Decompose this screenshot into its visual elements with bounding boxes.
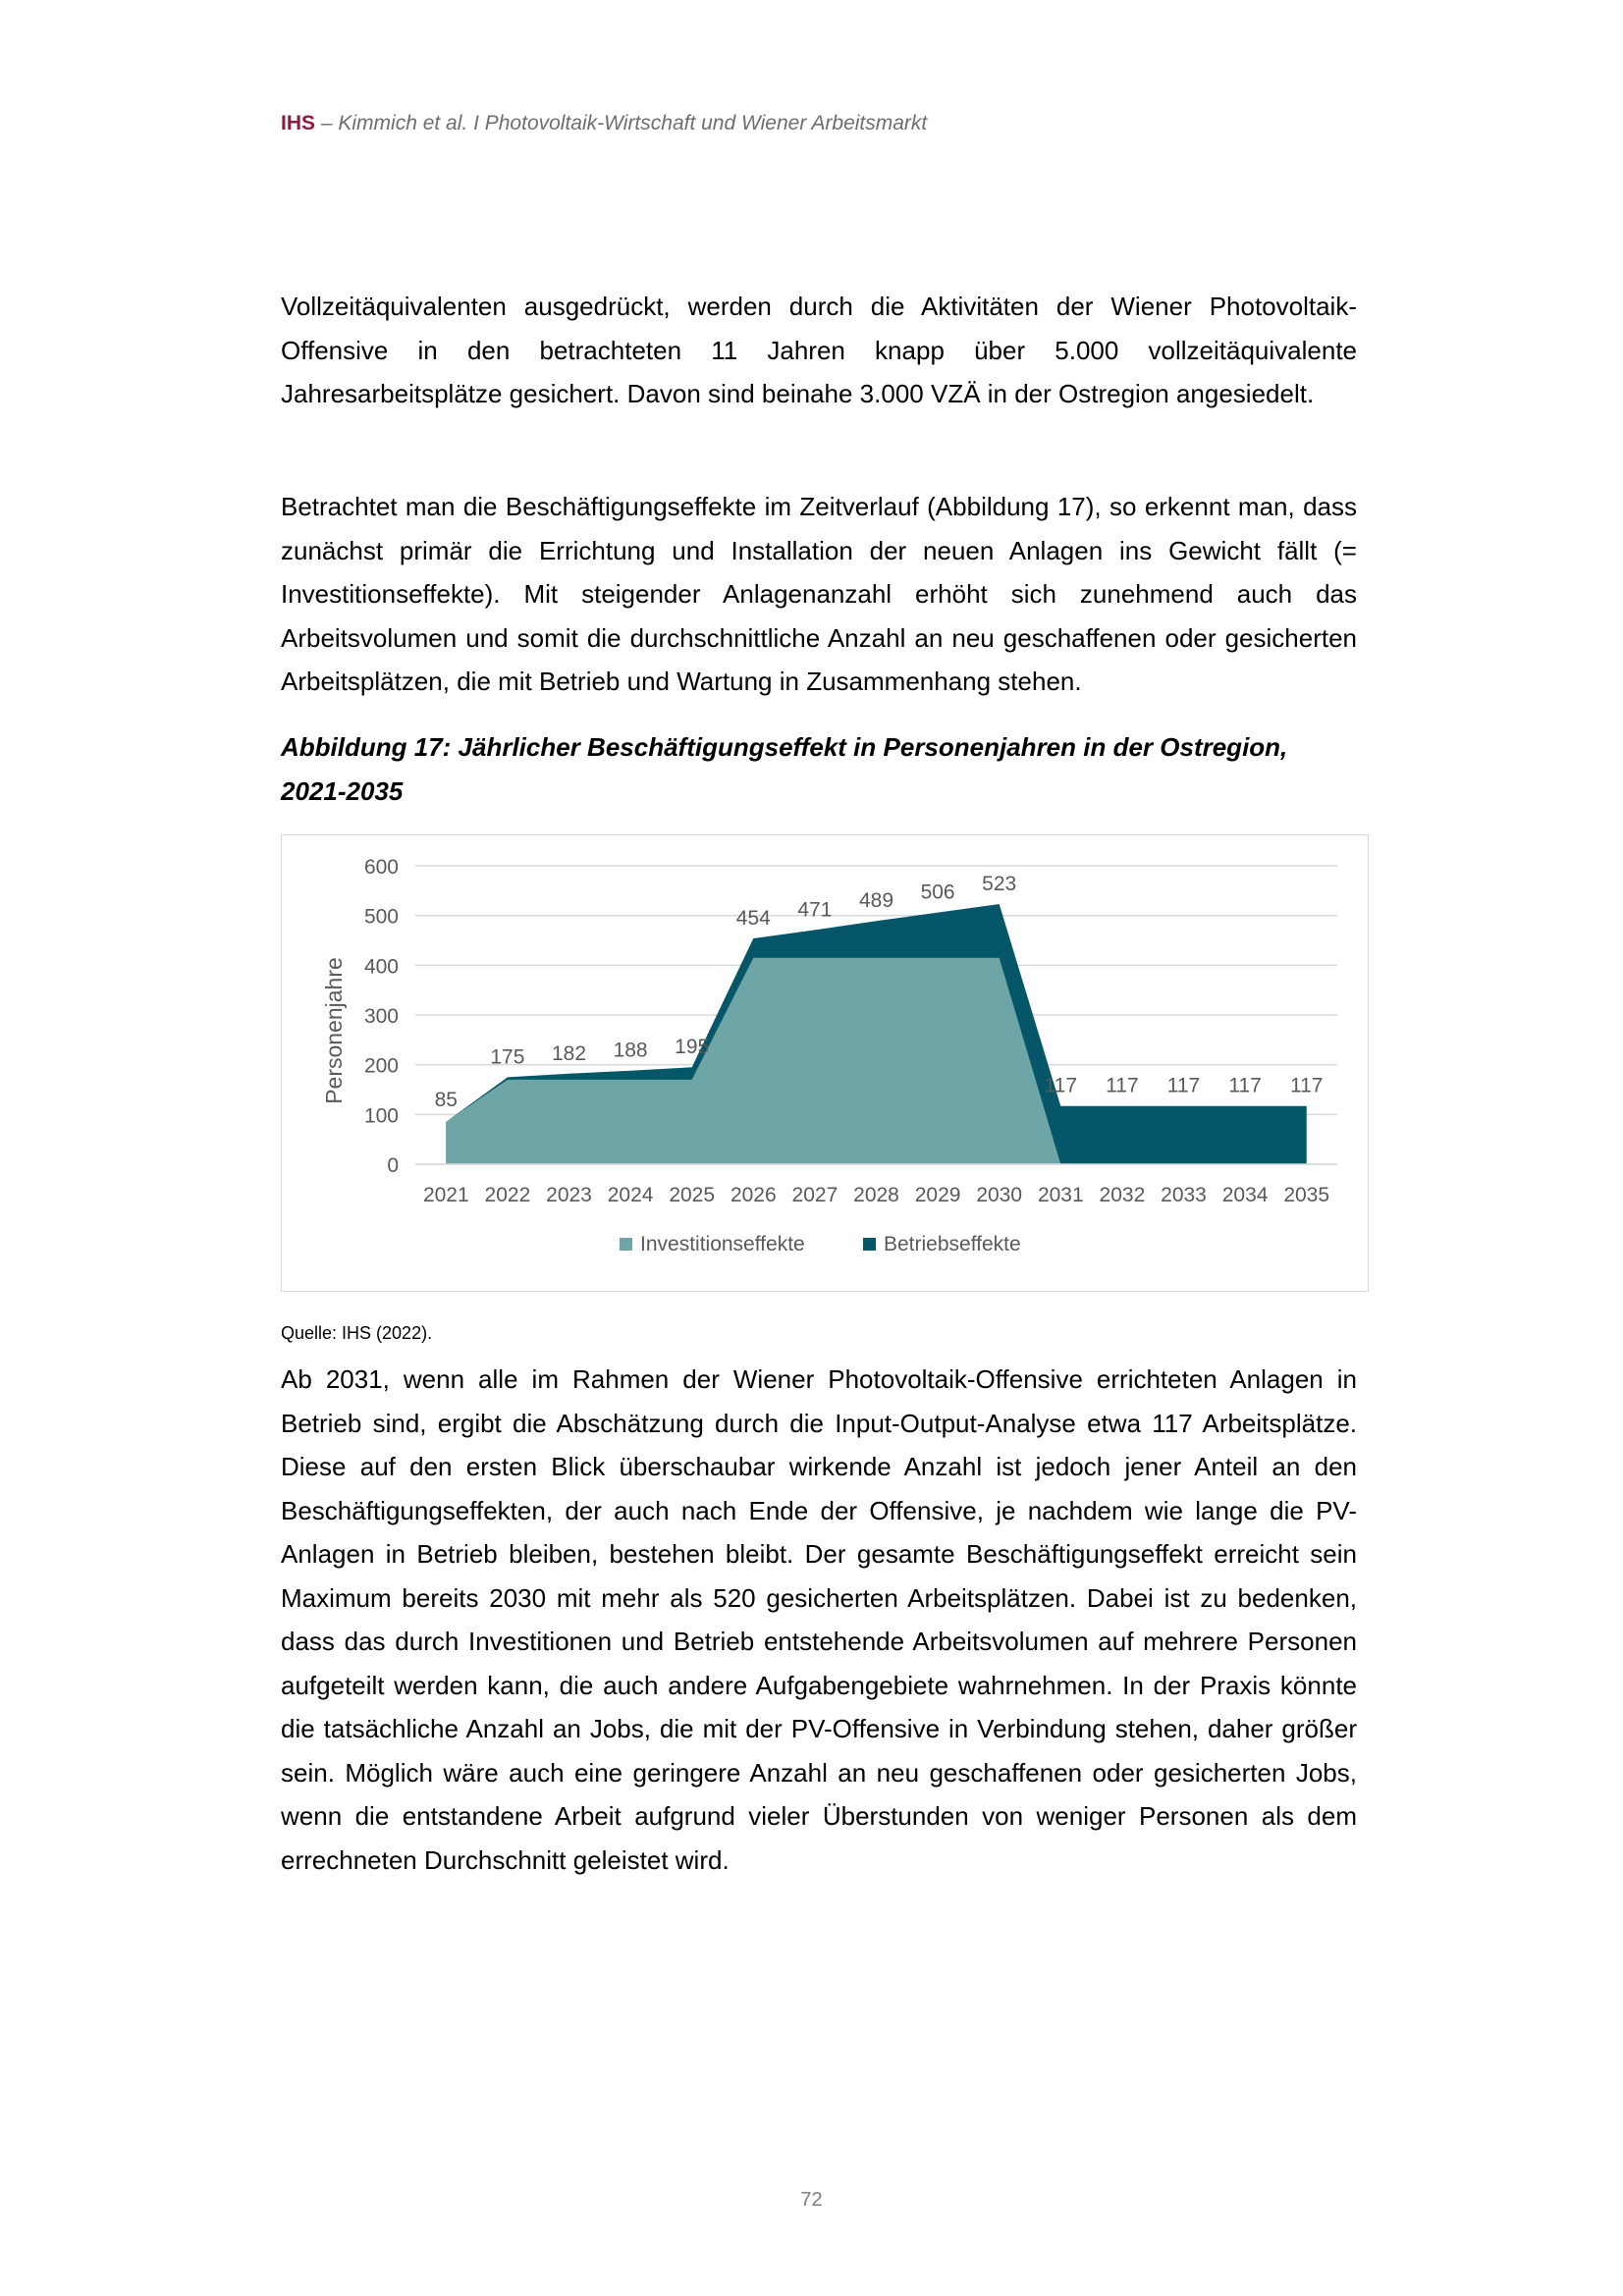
data-label-2026: 454 [735,906,771,930]
y-tick-label-0: 0 [387,1154,399,1177]
data-label-2022: 175 [490,1045,525,1069]
x-tick-label-2033: 2033 [1161,1184,1207,1206]
data-label-2032: 117 [1106,1074,1139,1097]
y-tick-label-100: 100 [363,1104,399,1128]
legend-label-investitionseffekte: Investitionseffekte [640,1233,805,1255]
page-number: 72 [800,2189,823,2211]
y-axis-title: Personenjahre [321,957,347,1104]
data-label-2030: 523 [982,873,1017,896]
y-tick-label-600: 600 [363,856,399,879]
x-tick-label-2031: 2031 [1037,1184,1084,1206]
x-tick-label-2030: 2030 [976,1184,1023,1206]
data-label-2034: 117 [1228,1074,1262,1097]
data-label-2021: 85 [434,1088,458,1111]
x-tick-label-2028: 2028 [853,1184,899,1206]
data-label-2031: 117 [1044,1074,1078,1097]
x-tick-label-2027: 2027 [791,1184,839,1206]
x-tick-label-2026: 2026 [730,1184,777,1206]
data-label-2035: 117 [1289,1074,1324,1097]
x-tick-label-2022: 2022 [484,1184,531,1206]
figure-caption: Abbildung 17: Jährlicher Beschäftigungseffekt in Personenjahren in der Ostregion, 2021-2035 [281,732,1288,806]
y-tick-label-200: 200 [363,1054,399,1078]
data-label-2027: 471 [797,898,833,922]
legend-swatch-investitionseffekte [620,1238,632,1251]
legend-label-betriebseffekte: Betriebseffekte [884,1233,1021,1255]
data-label-2033: 117 [1166,1074,1201,1097]
y-tick-label-300: 300 [363,1005,399,1028]
y-tick-label-500: 500 [363,905,399,929]
data-label-2028: 489 [858,889,894,913]
legend-swatch-betriebseffekte [863,1238,876,1251]
y-tick-label-400: 400 [363,955,399,979]
x-tick-label-2021: 2021 [422,1184,469,1206]
paragraph-1: Vollzeitäquivalenten ausgedrückt, werden durch die Aktivitäten der Wiener Photovoltaik-Offensive in den betrachteten 11 Jahren knapp über 5.000 vollzeitäquivalente Jahresarbeitsplätze gesichert. Davon sind beinahe 3.000 VZÄ in der Ostregion angesiedelt. [281,292,1357,408]
data-label-2024: 188 [613,1039,648,1062]
figure-source: Quelle: IHS (2022). [281,1323,433,1343]
x-tick-label-2024: 2024 [607,1184,654,1206]
header-dash: – [315,112,339,134]
x-tick-label-2023: 2023 [546,1184,592,1206]
data-label-2029: 506 [920,881,955,904]
paragraph-2: Betrachtet man die Beschäftigungseffekte im Zeitverlauf (Abbildung 17), so erkennt man, dass zunächst primär die Errichtung und Installation der neuen Anlagen ins Gewicht fällt (= Investitionseffekte). Mit steigender Anlagenanzahl erhöht sich zunehmend auch das Arbeitsvolumen und somit die durchschnittliche Anzahl an neu geschaffenen oder gesicherten Arbeitsplätzen, die mit Betrieb und Wartung in Zusammenhang stehen. [281,492,1357,696]
paragraph-3: Ab 2031, wenn alle im Rahmen der Wiener Photovoltaik-Offensive errichteten Anlagen in Betrieb sind, ergibt die Abschätzung durch die Input-Output-Analyse etwa 117 Arbeitsplätze. Diese auf den ersten Blick überschaubar wirkende Anzahl ist jedoch jener Anteil an den Beschäftigungseffekten, der auch nach Ende der Offensive, je nachdem wie lange die PV-Anlagen in Betrieb bleiben, bestehen bleibt. Der gesamte Beschäftigungseffekt erreicht sein Maximum bereits 2030 mit mehr als 520 gesicherten Arbeitsplätzen. Dabei ist zu bedenken, dass das durch Investitionen und Betrieb entstehende Arbeitsvolumen auf mehrere Personen aufgeteilt werden kann, die auch andere Aufgabengebiete wahrnehmen. In der Praxis könnte die tatsächliche Anzahl an Jobs, die mit der PV-Offensive in Verbindung stehen, daher größer sein. Möglich wäre auch eine geringere Anzahl an neu geschaffenen oder gesicherten Jobs, wenn die entstandene Arbeit aufgrund vieler Überstunden von weniger Personen als dem errechneten Durchschnitt geleistet wird. [281,1364,1357,1875]
header-title: Kimmich et al. I Photovoltaik-Wirtschaft und Wiener Arbeitsmarkt [338,112,928,134]
x-tick-label-2034: 2034 [1221,1184,1269,1206]
x-tick-label-2032: 2032 [1099,1184,1146,1206]
x-tick-label-2029: 2029 [914,1184,961,1206]
employment-area-chart [281,834,1369,1292]
header-org: IHS [281,112,316,134]
data-label-2023: 182 [551,1041,587,1065]
data-label-2025: 195 [675,1036,710,1059]
x-tick-label-2025: 2025 [669,1184,716,1206]
running-header [281,112,927,135]
x-tick-label-2035: 2035 [1283,1184,1330,1206]
